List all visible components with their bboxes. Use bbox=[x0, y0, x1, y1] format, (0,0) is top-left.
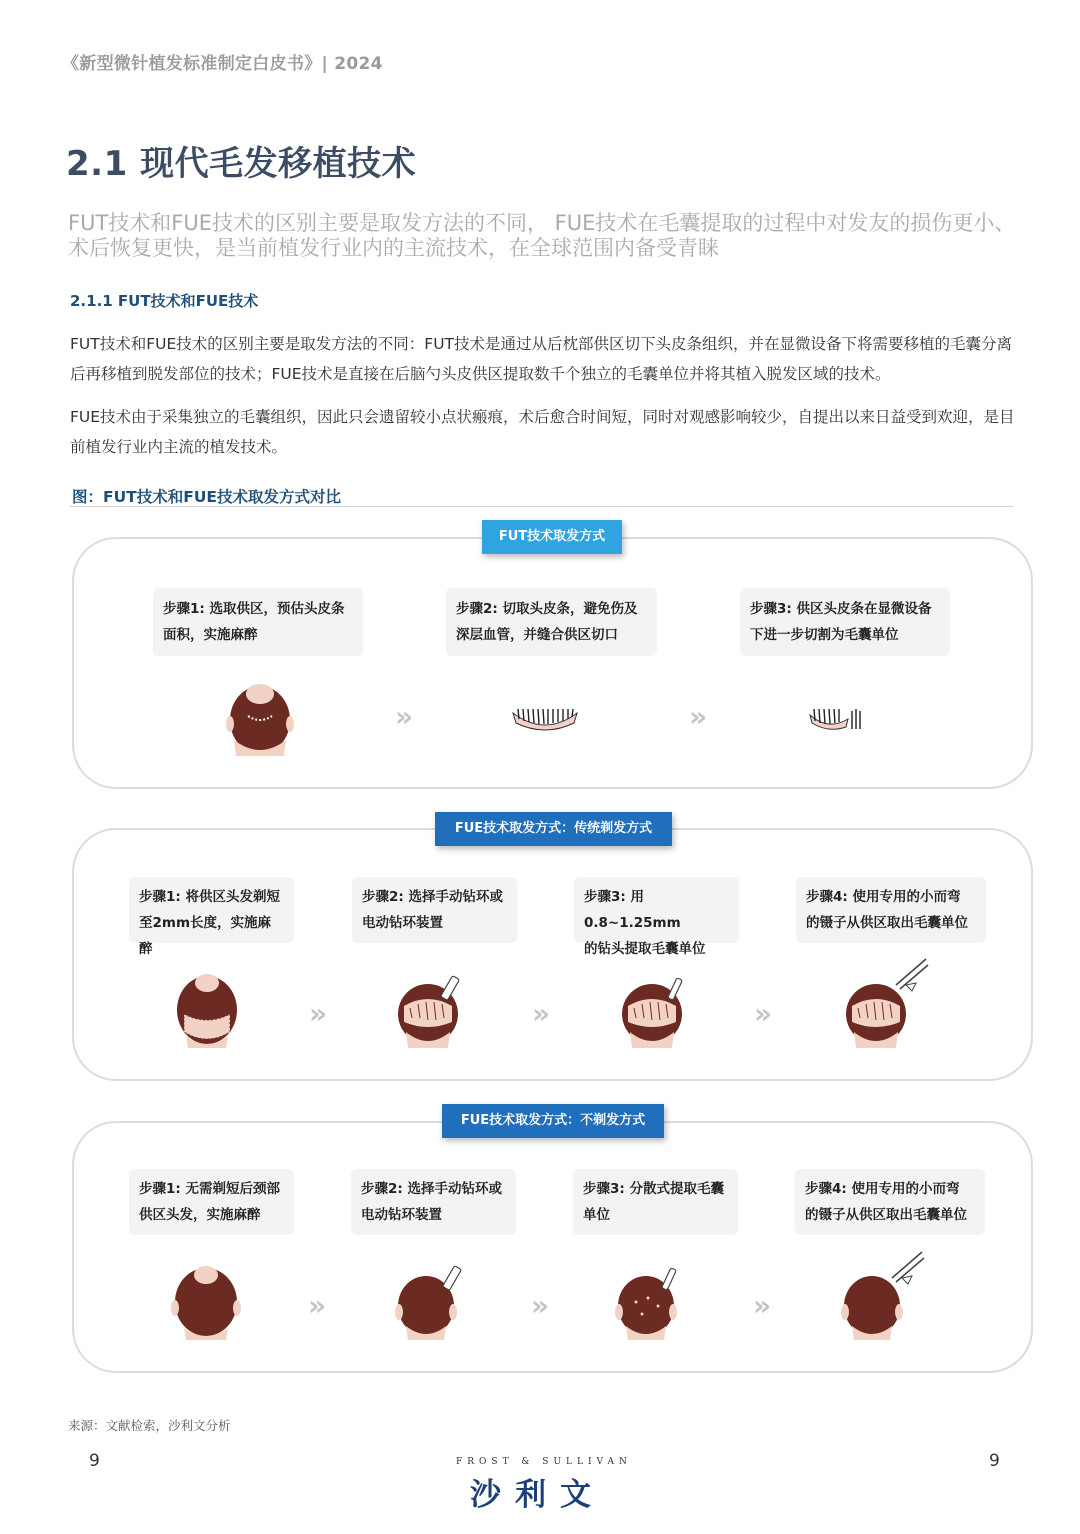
step-line: 电动钻环装置 bbox=[361, 1207, 442, 1223]
next-arrow-icon: » bbox=[689, 700, 708, 733]
scalp-strip-icon bbox=[510, 703, 580, 733]
panel-fut bbox=[72, 537, 1033, 789]
next-arrow-icon: » bbox=[531, 1289, 550, 1322]
section-summary: FUT技术和FUE技术的区别主要是取发方法的不同， FUE技术在毛囊提取的过程中对发友的损伤更小、术后恢复更快，是当前植发行业内的主流技术，在全球范围内备受青睐 bbox=[68, 211, 1016, 260]
step-line: 电动钻环装置 bbox=[362, 915, 443, 931]
step-line: 步骤2: 选择手动钻环或 bbox=[361, 1181, 502, 1197]
head-unshaved-punch-icon bbox=[394, 1262, 470, 1342]
fue-unshaved-step-1 bbox=[129, 1169, 294, 1235]
next-arrow-icon: » bbox=[532, 997, 551, 1030]
step-line: 步骤1: 将供区头发剃短 bbox=[139, 889, 280, 905]
head-donor-strip-icon bbox=[224, 680, 296, 760]
step-line: 的钻头提取毛囊单位 bbox=[584, 941, 706, 957]
step-line: 下进一步切割为毛囊单位 bbox=[750, 627, 899, 643]
head-punch-tool-icon bbox=[394, 970, 472, 1050]
head-unshaved-tweezers-icon bbox=[838, 1248, 928, 1342]
fue-shaved-step-2 bbox=[352, 877, 517, 943]
fut-step-2 bbox=[446, 588, 657, 656]
banner-fue-shaved: FUE技术取发方式：传统剃发方式 bbox=[435, 812, 672, 846]
step-line: 深层血管，并缝合供区切口 bbox=[456, 627, 618, 643]
fue-shaved-step-1 bbox=[129, 877, 294, 957]
logo-chinese: 沙利文 bbox=[470, 1477, 605, 1513]
step-line: 步骤3: 分散式提取毛囊 bbox=[583, 1181, 724, 1197]
banner-fut: FUT技术取发方式 bbox=[482, 520, 622, 554]
head-shaved-donor-icon bbox=[172, 970, 242, 1050]
page-number-left: 9 bbox=[89, 1451, 100, 1471]
follicle-units-icon bbox=[808, 705, 864, 733]
step-line: 面积，实施麻醉 bbox=[163, 627, 258, 643]
head-scattered-extraction-icon bbox=[614, 1262, 690, 1342]
figure-divider bbox=[70, 506, 1013, 507]
fut-step-1 bbox=[153, 588, 363, 656]
logo-wordmark: FROST & SULLIVAN bbox=[456, 1457, 632, 1467]
fue-shaved-step-3 bbox=[574, 877, 739, 957]
paragraph-2: FUE技术由于采集独立的毛囊组织，因此只会遗留较小点状瘢痕，术后愈合时间短，同时对观感影响较少，自提出以来日益受到欢迎，是目前植发行业内主流的植发技术。 bbox=[70, 408, 1015, 456]
step-line: 至2mm长度，实施麻醉 bbox=[139, 915, 272, 957]
next-arrow-icon: » bbox=[753, 1289, 772, 1322]
head-unshaved-donor-icon bbox=[170, 1262, 242, 1342]
step-line: 步骤1: 无需剃短后颈部 bbox=[139, 1181, 280, 1197]
step-line: 步骤2: 切取头皮条，避免伤及 bbox=[456, 601, 638, 617]
next-arrow-icon: » bbox=[309, 997, 328, 1030]
fue-unshaved-step-4 bbox=[795, 1169, 985, 1235]
next-arrow-icon: » bbox=[754, 997, 773, 1030]
step-line: 步骤4: 使用专用的小而弯 bbox=[805, 1181, 960, 1197]
next-arrow-icon: » bbox=[395, 700, 414, 733]
page-number-right: 9 bbox=[989, 1451, 1000, 1471]
subsection-title: 2.1.1 FUT技术和FUE技术 bbox=[70, 292, 259, 310]
head-tweezers-icon bbox=[840, 955, 930, 1050]
step-line: 步骤1: 选取供区，预估头皮条 bbox=[163, 601, 345, 617]
step-line: 步骤3: 供区头皮条在显微设备 bbox=[750, 601, 932, 617]
fut-step-3 bbox=[740, 588, 950, 656]
figure-title: 图：FUT技术和FUE技术取发方式对比 bbox=[72, 488, 342, 506]
step-line: 的镊子从供区取出毛囊单位 bbox=[805, 1207, 967, 1223]
fue-shaved-step-4 bbox=[796, 877, 986, 943]
banner-fue-unshaved: FUE技术取发方式：不剃发方式 bbox=[442, 1104, 664, 1138]
fue-unshaved-step-3 bbox=[573, 1169, 738, 1235]
paragraph-1: FUT技术和FUE技术的区别主要是取发方法的不同：FUT技术是通过从后枕部供区切下头皮条组织，并在显微设备下将需要移植的毛囊分离后再移植到脱发部位的技术；FUE技术是直接在后脑勺头皮供区提取数千个独立的毛囊单位并将其植入脱发区域的技术。 bbox=[70, 335, 1013, 383]
next-arrow-icon: » bbox=[308, 1289, 327, 1322]
step-line: 供区头发，实施麻醉 bbox=[139, 1207, 261, 1223]
document-header: 《新型微针植发标准制定白皮书》| 2024 bbox=[62, 54, 383, 74]
step-line: 步骤4: 使用专用的小而弯 bbox=[806, 889, 961, 905]
source-note: 来源：文献检索，沙利文分析 bbox=[68, 1418, 231, 1433]
fue-unshaved-step-2 bbox=[351, 1169, 516, 1235]
step-line: 步骤2: 选择手动钻环或 bbox=[362, 889, 503, 905]
step-line: 单位 bbox=[583, 1207, 610, 1223]
section-title: 2.1 现代毛发移植技术 bbox=[66, 144, 417, 184]
head-extraction-icon bbox=[616, 970, 688, 1050]
step-line: 步骤3: 用0.8~1.25mm bbox=[584, 889, 681, 931]
step-line: 的镊子从供区取出毛囊单位 bbox=[806, 915, 968, 931]
